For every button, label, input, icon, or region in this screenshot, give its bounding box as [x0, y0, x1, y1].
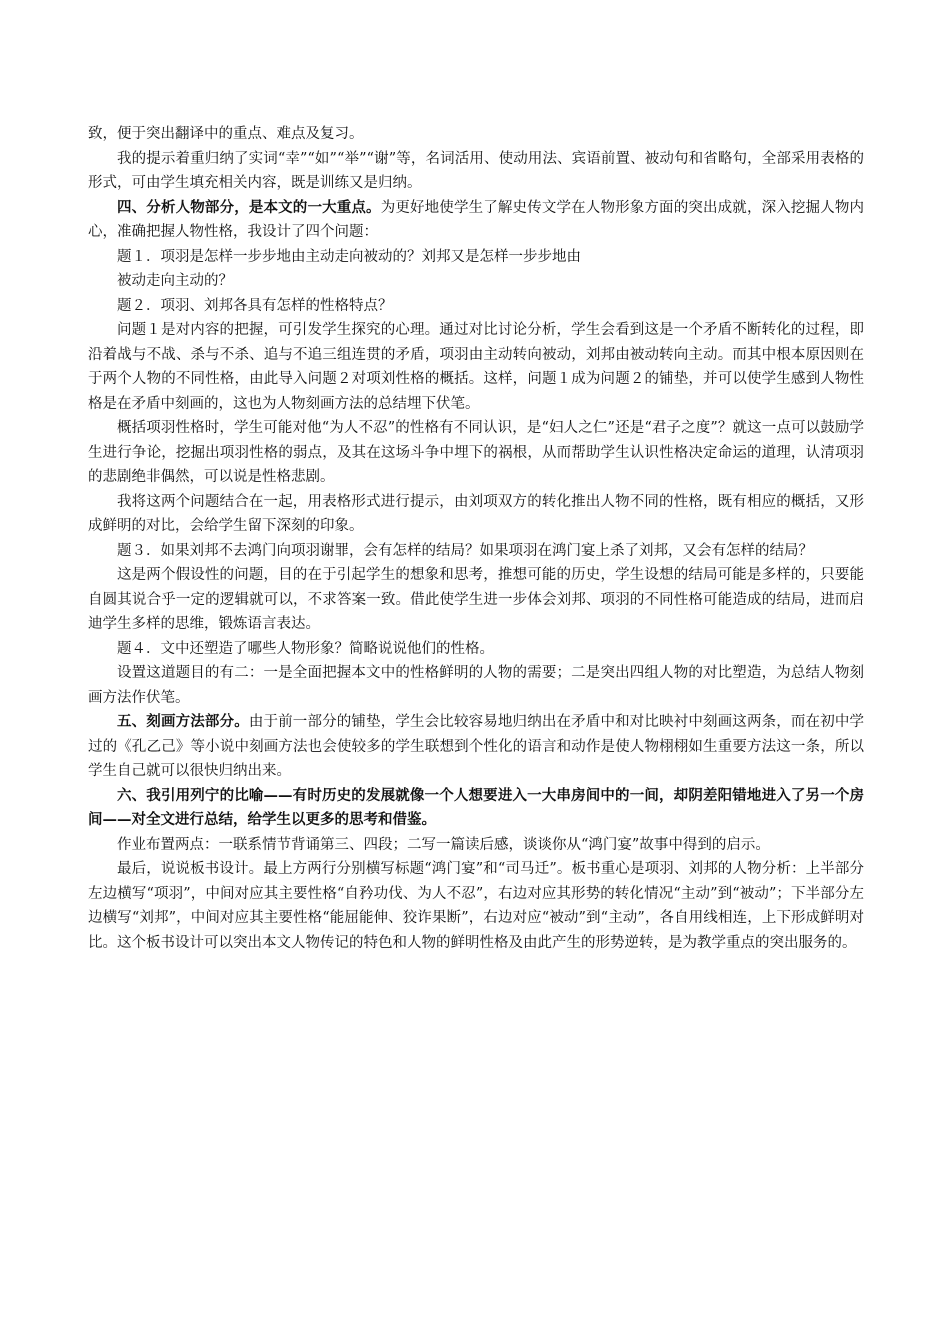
paragraph-analysis-5: 设置这道题目的有二：一是全面把握本文中的性格鲜明的人物的需要；二是突出四组人物的对比塑造，为总结人物刻画方法作伏笔。 [88, 665, 864, 706]
paragraph-continuation: 致，便于突出翻译中的重点、难点及复习。 [88, 126, 364, 142]
paragraph-analysis-3: 我将这两个问题结合在一起，用表格形式进行提示，由刘项双方的转化推出人物不同的性格，既有相应的概括，又形成鲜明的对比，会给学生留下深刻的印象。 [88, 493, 864, 534]
section-heading: 四、分析人物部分，是本文的一大重点。 [117, 198, 381, 216]
section-heading: 六、我引用列宁的比喻——有时历史的发展就像一个人想要进入一大串房间中的一间，却阴差阳错地进入了另一个房间——对全文进行总结，给学生以更多的思考和借鉴。 [88, 786, 864, 828]
paragraph-section-six [88, 784, 864, 833]
paragraph-section-five: 五、刻画方法部分。由于前一部分的铺垫，学生会比较容易地归纳出在矛盾中和对比映衬中刻画这两条，而在初中学过的《孔乙己》等小说中刻画方法也会使较多的学生联想到个性化的语言和动作是使人物栩栩如生重要方法这一条，所以学生自己就可以很快归纳出来。 [88, 713, 865, 779]
paragraph-question-1: 题１．项羽是怎样一步步地由主动走向被动的？刘邦又是怎样一步步地由 [117, 248, 581, 265]
paragraph-board-design: 最后，说说板书设计。最上方两行分别横写标题“鸿门宴”和“司马迁”。板书重心是项羽、刘邦的人物分析：上半部分左边横写“项羽”，中间对应其主要性格“自矜功伐、为人不忍”，右边对应其形势的转化情况“主动”到“被动”；下半部分左边横写“刘邦”，中间对应其主要性格“能屈能伸、狡诈果断”，右边对应“被动”到“主动”，各自用线相连，上下形成鲜明对比。这个板书设计可以突出本文人物传记的特色和人物的鲜明性格及由此产生的形势逆转，是为教学重点的突出服务的。 [88, 861, 864, 951]
paragraph-question-1-cont: 被动走向主动的？ [117, 273, 233, 289]
paragraph-section-four: 四、分析人物部分，是本文的一大重点。为更好地使学生了解史传文学在人物形象方面的突出成就，深入挖掘人物内心，准确把握人物性格，我设计了四个问题： [88, 198, 865, 240]
paragraph-analysis-2: 概括项羽性格时，学生可能对他“为人不忍”的性格有不同认识，是“妇人之仁”还是“君子之度”？就这一点可以鼓励学生进行争论，挖掘出项羽性格的弱点，及其在这场斗争中埋下的祸根，从而帮助学生认识性格决定命运的道理，认清项羽的悲剧绝非偶然，可以说是性格悲剧。 [88, 420, 864, 485]
paragraph-question-2: 题２．项羽、刘邦各具有怎样的性格特点？ [117, 297, 393, 314]
paragraph-analysis-4: 这是两个假设性的问题，目的在于引起学生的想象和思考，推想可能的历史，学生设想的结局可能是多样的，只要能自圆其说合乎一定的逻辑就可以，不求答案一致。借此使学生进一步体会刘邦、项羽的不同性格可能造成的结局，进而启迪学生多样的思维，锻炼语言表达。 [88, 567, 864, 632]
paragraph-hint-summary: 我的提示着重归纳了实词“幸”“如”“举”“谢”等，名词活用、使动用法、宾语前置、被动句和省略句，全部采用表格的形式，可由学生填充相关内容，既是训练又是归纳。 [88, 150, 864, 191]
paragraph-question-3: 题３．如果刘邦不去鸿门向项羽谢罪，会有怎样的结局？如果项羽在鸿门宴上杀了刘邦，又会有怎样的结局？ [117, 542, 813, 559]
paragraph-question-4: 题４．文中还塑造了哪些人物形象？简略说说他们的性格。 [117, 640, 494, 657]
paragraph-homework: 作业布置两点：一联系情节背诵第三、四段；二写一篇读后感，谈谈你从“鸿门宴”故事中得到的启示。 [117, 836, 770, 853]
section-heading: 五、刻画方法部分。 [117, 713, 249, 730]
document-page [88, 122, 864, 955]
paragraph-analysis-1: 问题１是对内容的把握，可引发学生探究的心理。通过对比讨论分析，学生会看到这是一个矛盾不断转化的过程，即沿着战与不战、杀与不杀、追与不追三组连贯的矛盾，项羽由主动转向被动，刘邦由被动转向主动。而其中根本原因则在于两个人物的不同性格，由此导入问题２对项刘性格的概括。这样，问题１成为问题２的铺垫，并可以使学生感到人物性格是在矛盾中刻画的，这也为人物刻画方法的总结埋下伏笔。 [88, 322, 864, 412]
